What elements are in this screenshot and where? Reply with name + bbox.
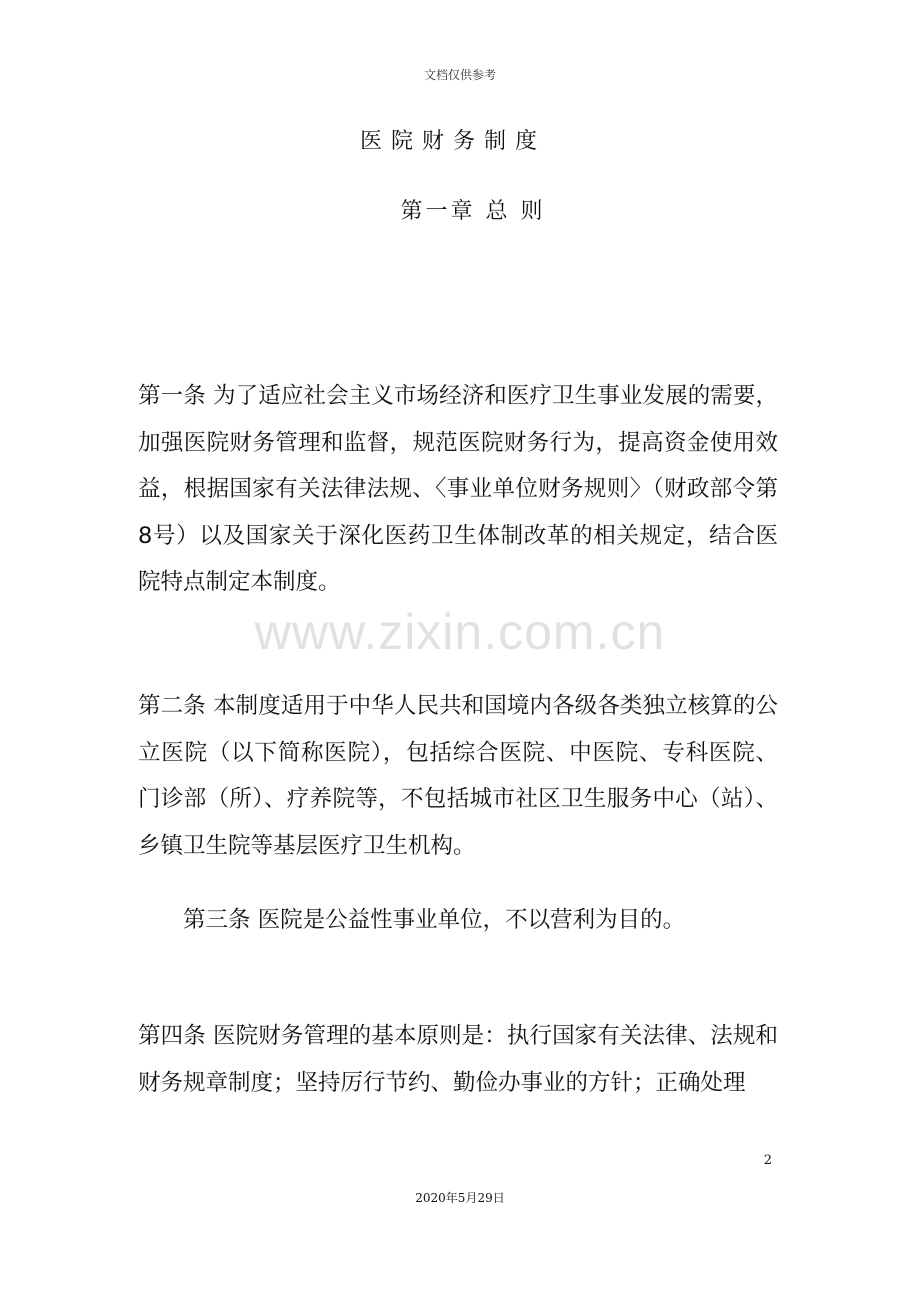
page-number: 2 xyxy=(763,1153,772,1168)
article-3-paragraph: 第三条 医院是公益性事业单位，不以营利为目的。 xyxy=(183,907,686,933)
article-1-paragraph: 第一条 为了适应社会主义市场经济和医疗卫生事业发展的需要，加强医院财务管理和监督，规范医院财务行为，提高资金使用效益，根据国家有关法律法规、〈事业单位财务规则〉（财政部令第8号）以及国家关于深化医药卫生体制改革的相关规定，结合医院特点制定本制度。 xyxy=(138,383,778,595)
footer-date: 2020年5月29日 xyxy=(415,1191,505,1205)
document-title: 医院财务制度 xyxy=(359,129,546,154)
article-2-paragraph: 第二条 本制度适用于中华人民共和国境内各级各类独立核算的公立医院（以下简称医院），包括综合医院、中医院、专科医院、门诊部（所）、疗养院等，不包括城市社区卫生服务中心（站）、乡镇卫生院等基层医疗卫生机构。 xyxy=(138,693,778,859)
chapter-title: 第一章 总 则 xyxy=(400,199,546,224)
article-4-paragraph: 第四条 医院财务管理的基本原则是：执行国家有关法律、法规和财务规章制度；坚持厉行节约、勤俭办事业的方针；正确处理 xyxy=(138,1023,778,1096)
header-note: 文档仅供参考 xyxy=(423,68,496,82)
watermark-text: www.zixin.com.cn xyxy=(254,604,666,660)
